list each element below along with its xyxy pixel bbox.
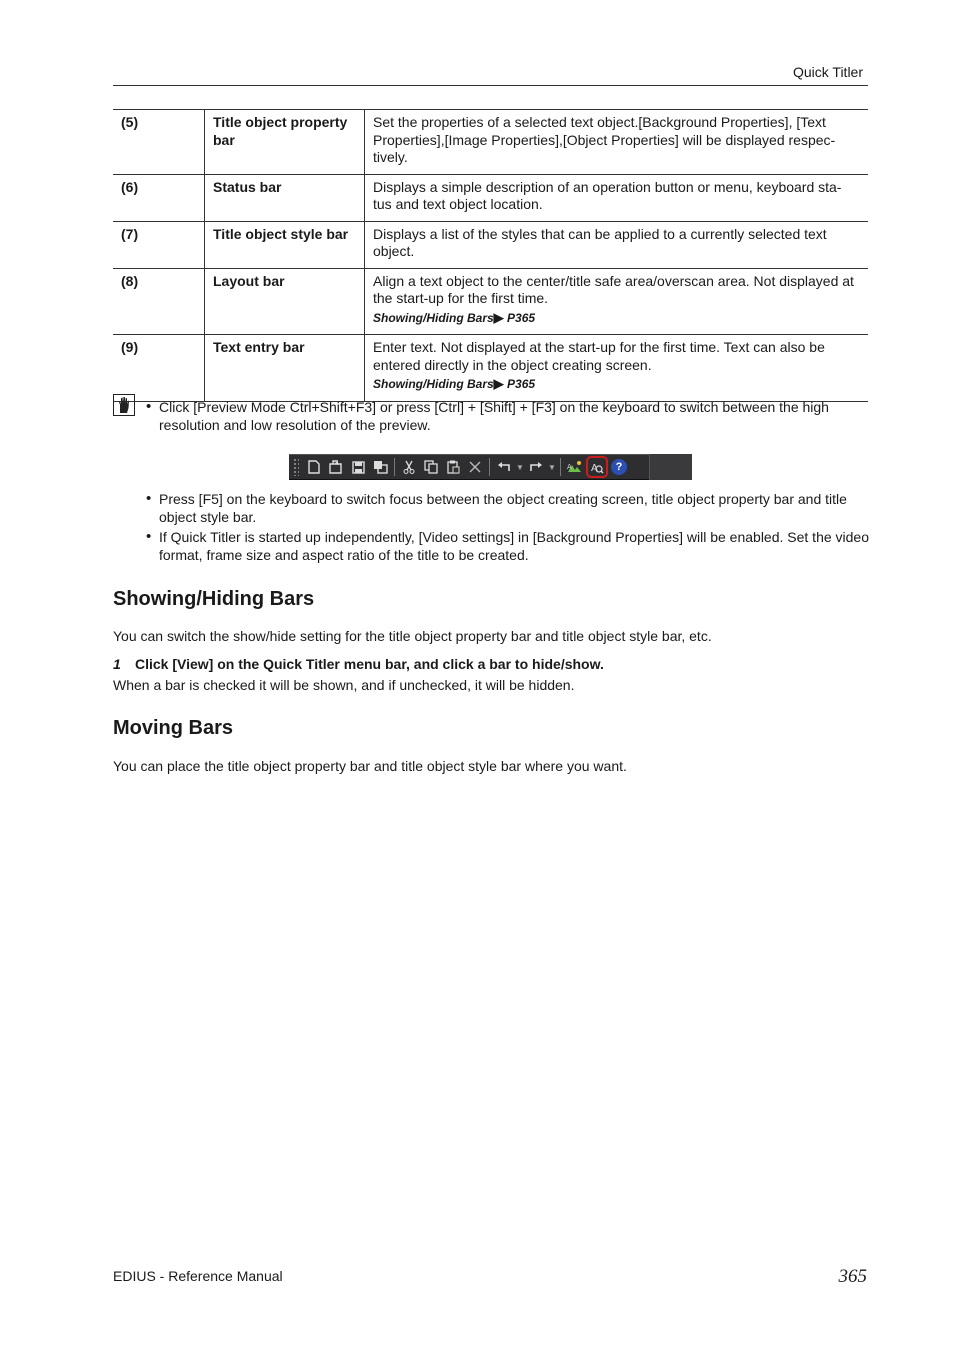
toolbar-separator [394,458,395,476]
row-description: Align a text object to the center/title safe area/overscan area. Not displayed at the start-up for the first time. Showing/Hiding Bars▶ P365 [365,268,869,335]
list-item: • If Quick Titler is started up independently, [Video settings] in [Background Properties] will be enabled. Set the video format, frame size and aspect ratio of the title to be created. [145,529,870,564]
cut-icon[interactable] [398,456,420,478]
table-row [113,174,868,221]
row-description: Set the properties of a selected text object.[Background Properties], [Text Properties],[Image Properties],[Object Properties] will be displayed respec-tively. [365,110,869,175]
row-description: Displays a list of the styles that can be applied to a currently selected text object. [365,221,869,268]
bar-description-table [113,109,868,402]
new-file-icon[interactable] [303,456,325,478]
svg-text:A: A [567,463,572,471]
row-name: Text entry bar [205,335,365,402]
svg-text:A: A [591,463,598,474]
row-name: Title object property bar [205,110,365,175]
section-heading-showing-hiding-bars: Showing/Hiding Bars [113,588,315,610]
paste-icon[interactable] [442,456,464,478]
open-file-icon[interactable] [325,456,347,478]
footer-manual-title: EDIUS - Reference Manual [113,1268,283,1284]
arrow-right-icon: ▶ [493,376,504,391]
procedure-step [113,656,604,672]
list-item: • Click [Preview Mode Ctrl+Shift+F3] or press [Ctrl] + [Shift] + [F3] on the keyboard to switch between the high resolution and low resolution of the preview. [145,399,870,434]
preview-mode-icon[interactable] [586,456,608,478]
row-number: (7) [113,221,205,268]
row-name: Layout bar [205,268,365,335]
section-intro: You can place the title object property bar and title object style bar where you want. [113,758,627,774]
undo-icon[interactable] [493,456,515,478]
table-row [113,221,868,268]
toolbar-separator [489,458,490,476]
row-description: Displays a simple description of an operation button or menu, keyboard sta-tus and text object location. [365,174,869,221]
list-item: • Press [F5] on the keyboard to switch focus between the object creating screen, title object property bar and title object style bar. [145,491,870,526]
row-number: (8) [113,268,205,335]
save-as-icon[interactable] [369,456,391,478]
note-list [145,399,870,437]
arrow-right-icon: ▶ [493,309,504,325]
table-row [113,335,868,402]
help-button[interactable] [608,456,630,478]
step-number: 1 [113,656,121,672]
running-header: Quick Titler [792,64,863,80]
step-text: Click [View] on the Quick Titler menu bar, and click a bar to hide/show. [135,656,604,672]
note-list [145,491,870,567]
save-icon[interactable] [347,456,369,478]
row-number: (6) [113,174,205,221]
note-hand-icon [113,394,135,416]
table-row [113,268,868,335]
row-name: Title object style bar [205,221,365,268]
row-number: (5) [113,110,205,175]
table-row [113,110,868,175]
redo-dropdown-chevron-icon[interactable]: ▼ [548,462,556,472]
delete-icon[interactable] [464,456,486,478]
copy-icon[interactable] [420,456,442,478]
toolbar-grip-handle[interactable] [293,458,299,476]
toolbar-empty-area [649,454,692,480]
help-icon: ? [611,459,627,475]
row-number: (9) [113,335,205,402]
redo-icon[interactable] [525,456,547,478]
page-number: 365 [838,1266,867,1287]
section-intro: You can switch the show/hide setting for the title object property bar and title object style bar, etc. [113,628,712,644]
toolbar-separator [560,458,561,476]
step-detail: When a bar is checked it will be shown, and if unchecked, it will be hidden. [113,677,575,693]
cross-reference-link[interactable]: Showing/Hiding Bars▶ P365 [373,309,536,325]
row-name: Status bar [205,174,365,221]
section-heading-moving-bars: Moving Bars [113,717,234,739]
row-description: Enter text. Not displayed at the start-up for the first time. Text can also be entered directly in the object creating screen. Showing/Hiding Bars▶ P365 [365,335,869,402]
undo-dropdown-chevron-icon[interactable]: ▼ [516,462,524,472]
header-rule [113,85,868,86]
cross-reference-link[interactable]: Showing/Hiding Bars▶ P365 [373,376,536,391]
quick-titler-toolbar [289,454,692,480]
preview-quality-icon[interactable] [564,456,586,478]
